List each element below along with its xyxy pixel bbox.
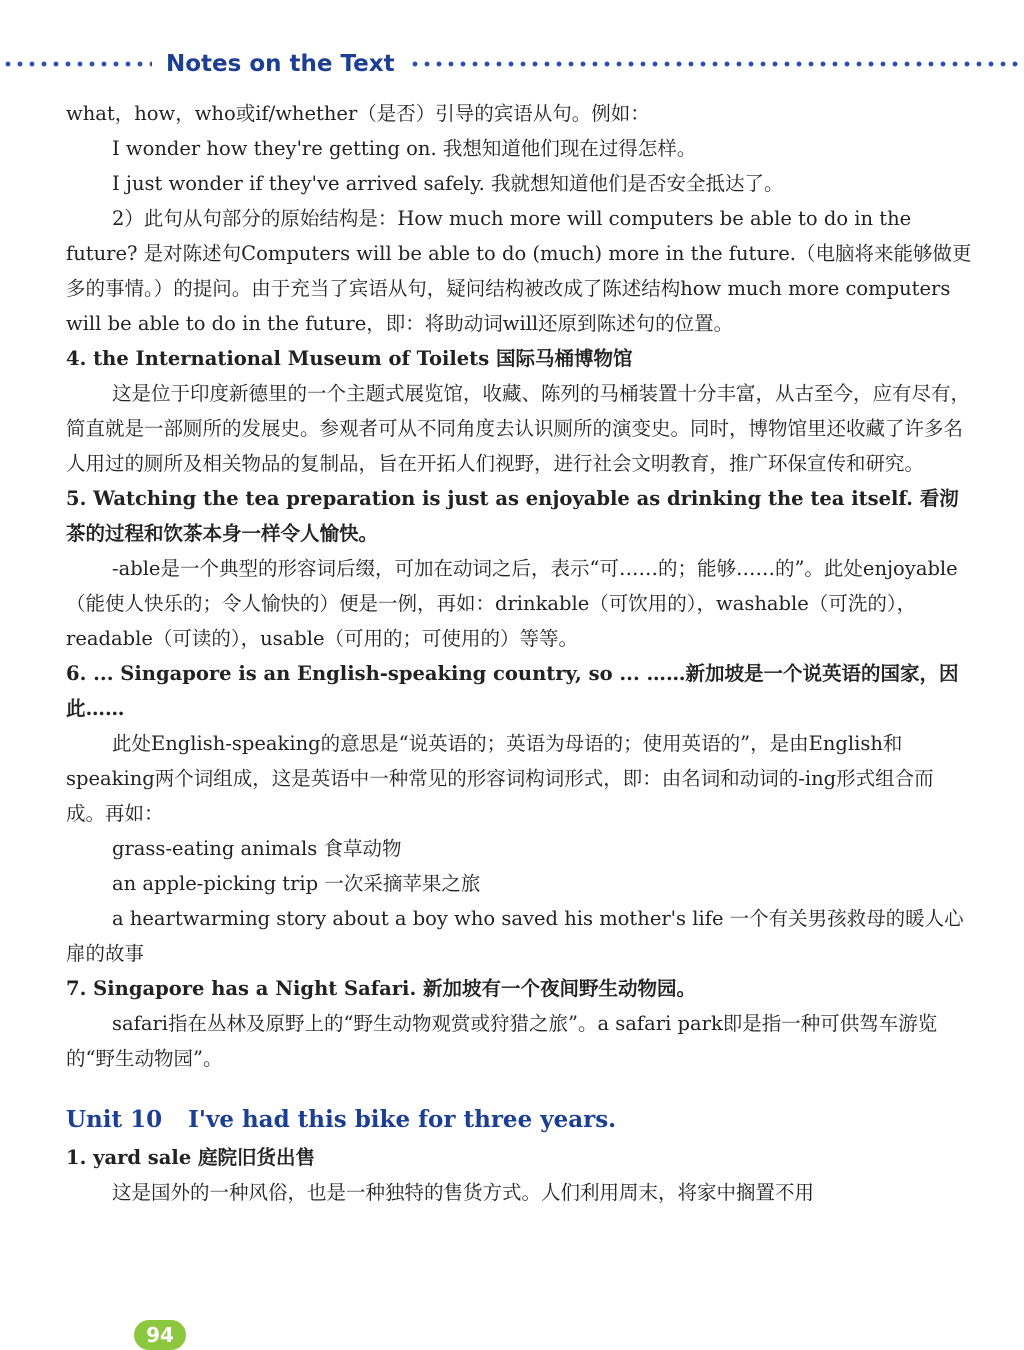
paragraph: safari指在丛林及原野上的“野生动物观赏或狩猎之旅”。a safari park即是指一种可供驾车游览的“野生动物园”。 xyxy=(66,1012,938,1070)
unit-title: I've had this bike for three years. xyxy=(188,1106,617,1133)
paragraph: 这是位于印度新德里的一个主题式展览馆，收藏、陈列的马桶装置十分丰富，从古至今，应有尽有，简直就是一部厕所的发展史。参观者可从不同角度去认识厕所的演变史。同时，博物馆里还收藏了许多名人用过的厕所及相关物品的复制品，旨在开拓人们视野，进行社会文明教育，推广环保宣传和研究。 xyxy=(66,382,971,475)
example-phrase: an apple-picking trip 一次采摘苹果之旅 xyxy=(112,872,481,895)
dotted-rule-right xyxy=(409,61,1018,67)
example-phrase: a heartwarming story about a boy who saved his mother's life 一个有关男孩救母的暖人心扉的故事 xyxy=(66,907,964,965)
paragraph: 这是国外的一种风俗，也是一种独特的售货方式。人们利用周末，将家中搁置不用 xyxy=(112,1181,815,1204)
note-heading: 4. the International Museum of Toilets 国际马桶博物馆 xyxy=(66,347,633,370)
note-heading: 7. Singapore has a Night Safari. 新加坡有一个夜间野生动物园。 xyxy=(66,977,697,1000)
example-sentence: I just wonder if they've arrived safely. 我就想知道他们是否安全抵达了。 xyxy=(112,172,784,195)
section-header xyxy=(0,48,1024,80)
unit-heading xyxy=(66,1100,972,1140)
example-phrase: grass-eating animals 食草动物 xyxy=(112,837,402,860)
paragraph: 此处English-speaking的意思是“说英语的；英语为母语的；使用英语的”，是由English和speaking两个词组成，这是英语中一种常见的形容词构词形式，即：由名词和动词的-ing形式组合而成。再如： xyxy=(66,732,934,825)
page-number-badge: 94 xyxy=(134,1320,186,1350)
note-heading: 1. yard sale 庭院旧货出售 xyxy=(66,1146,316,1169)
paragraph: -able是一个典型的形容词后缀，可加在动词之后，表示“可……的；能够……的”。此处enjoyable（能使人快乐的；令人愉快的）便是一例，再如：drinkable（可饮用的），washable（可洗的），readable（可读的），usable（可用的；可使用的）等等。 xyxy=(66,557,958,650)
section-title: Notes on the Text xyxy=(166,51,395,77)
notes-body xyxy=(66,96,972,1210)
note-heading: 5. Watching the tea preparation is just as enjoyable as drinking the tea itself. 看沏茶的过程和饮茶本身一样令人愉快。 xyxy=(66,487,959,545)
paragraph: what，how，who或if/whether（是否）引导的宾语从句。例如： xyxy=(66,102,650,125)
dotted-rule-left xyxy=(2,61,152,67)
paragraph: 2）此句从句部分的原始结构是：How much more will computers be able to do in the future? 是对陈述句Computers will be able to do (much) more in the future.（电脑将来能够做更多的事情。）的提问。由于充当了宾语从句，疑问结构被改成了陈述结构how much more computers will be able to do in the future，即：将助动词will还原到陈述句的位置。 xyxy=(66,207,972,335)
note-heading: 6. ... Singapore is an English-speaking country, so ... ……新加坡是一个说英语的国家，因此…… xyxy=(66,662,959,720)
example-sentence: I wonder how they're getting on. 我想知道他们现在过得怎样。 xyxy=(112,137,697,160)
unit-label: Unit 10 xyxy=(66,1106,163,1133)
